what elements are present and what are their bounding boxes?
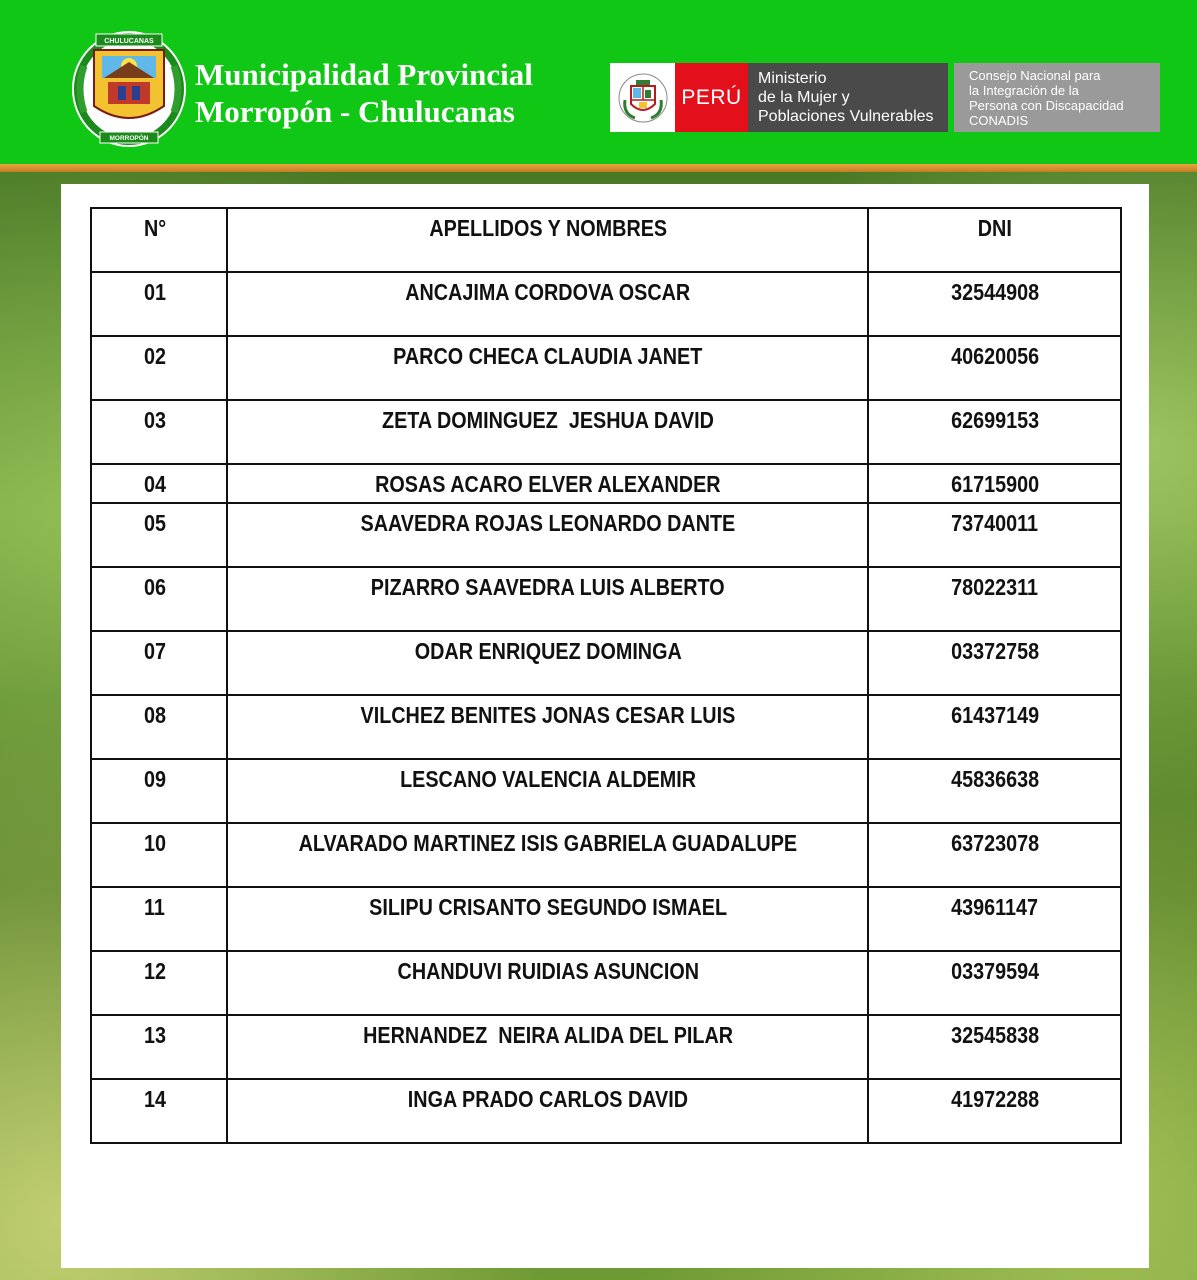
ministerio-line-2: de la Mujer y — [758, 89, 850, 106]
municipal-seal-icon — [70, 26, 188, 148]
row-name: HERNANDEZ NEIRA ALIDA DEL PILAR — [227, 1015, 868, 1079]
row-number: 04 — [91, 464, 227, 503]
peru-coat-of-arms — [610, 63, 675, 132]
row-dni: 78022311 — [868, 567, 1121, 631]
row-number: 12 — [91, 951, 227, 1015]
row-dni: 73740011 — [868, 503, 1121, 567]
peru-label: PERÚ — [675, 63, 748, 132]
row-dni: 45836638 — [868, 759, 1121, 823]
conadis-line-1: Consejo Nacional para — [969, 68, 1101, 83]
row-name: SAAVEDRA ROJAS LEONARDO DANTE — [227, 503, 868, 567]
row-number: 10 — [91, 823, 227, 887]
row-dni: 43961147 — [868, 887, 1121, 951]
seal-top-text: CHULUCANAS — [104, 38, 154, 45]
ministerio-line-1: Ministerio — [758, 70, 827, 87]
ministerio-label — [748, 63, 948, 132]
row-number: 07 — [91, 631, 227, 695]
row-dni: 62699153 — [868, 400, 1121, 464]
row-number: 13 — [91, 1015, 227, 1079]
row-name: SILIPU CRISANTO SEGUNDO ISMAEL — [227, 887, 868, 951]
row-name: PIZARRO SAAVEDRA LUIS ALBERTO — [227, 567, 868, 631]
row-dni: 40620056 — [868, 336, 1121, 400]
row-number: 05 — [91, 503, 227, 567]
municipality-line-1: Municipalidad Provincial — [195, 57, 533, 92]
row-dni: 03372758 — [868, 631, 1121, 695]
row-dni: 32544908 — [868, 272, 1121, 336]
row-name: ALVARADO MARTINEZ ISIS GABRIELA GUADALUPE — [227, 823, 868, 887]
table-row — [91, 887, 1121, 951]
row-number: 08 — [91, 695, 227, 759]
municipality-title — [195, 56, 533, 130]
row-number: 02 — [91, 336, 227, 400]
table-row — [91, 695, 1121, 759]
roster-card — [61, 184, 1149, 1268]
table-row — [91, 759, 1121, 823]
roster-table — [90, 207, 1122, 1144]
table-row — [91, 823, 1121, 887]
row-dni: 63723078 — [868, 823, 1121, 887]
row-name: ROSAS ACARO ELVER ALEXANDER — [227, 464, 868, 503]
row-number: 14 — [91, 1079, 227, 1143]
row-name: ZETA DOMINGUEZ JESHUA DAVID — [227, 400, 868, 464]
table-row — [91, 400, 1121, 464]
page-header — [0, 0, 1197, 164]
seal-bottom-text: MORROPÓN — [109, 135, 149, 142]
row-name: LESCANO VALENCIA ALDEMIR — [227, 759, 868, 823]
table-row — [91, 336, 1121, 400]
row-dni: 03379594 — [868, 951, 1121, 1015]
conadis-line-4: CONADIS — [969, 113, 1029, 128]
row-number: 11 — [91, 887, 227, 951]
row-name: PARCO CHECA CLAUDIA JANET — [227, 336, 868, 400]
table-row — [91, 503, 1121, 567]
row-dni: 32545838 — [868, 1015, 1121, 1079]
conadis-label — [954, 63, 1160, 132]
conadis-line-3: Persona con Discapacidad — [969, 98, 1124, 113]
row-name: ODAR ENRIQUEZ DOMINGA — [227, 631, 868, 695]
row-dni: 61715900 — [868, 464, 1121, 503]
row-dni: 41972288 — [868, 1079, 1121, 1143]
table-row — [91, 1079, 1121, 1143]
table-row — [91, 951, 1121, 1015]
row-number: 01 — [91, 272, 227, 336]
municipality-line-2: Morropón - Chulucanas — [195, 94, 515, 129]
table-row — [91, 1015, 1121, 1079]
table-row — [91, 567, 1121, 631]
row-name: ANCAJIMA CORDOVA OSCAR — [227, 272, 868, 336]
row-name: INGA PRADO CARLOS DAVID — [227, 1079, 868, 1143]
row-name: VILCHEZ BENITES JONAS CESAR LUIS — [227, 695, 868, 759]
conadis-line-2: la Integración de la — [969, 83, 1079, 98]
table-row — [91, 272, 1121, 336]
coat-of-arms-icon — [617, 70, 669, 126]
column-header-number: N° — [91, 208, 227, 272]
ministerio-line-3: Poblaciones Vulnerables — [758, 108, 934, 125]
row-number: 03 — [91, 400, 227, 464]
government-logo-block — [610, 63, 1160, 132]
column-header-dni: DNI — [868, 208, 1121, 272]
table-row — [91, 631, 1121, 695]
column-header-name: APELLIDOS Y NOMBRES — [227, 208, 868, 272]
table-header-row — [91, 208, 1121, 272]
header-divider-stripe — [0, 164, 1197, 172]
table-row — [91, 464, 1121, 503]
row-name: CHANDUVI RUIDIAS ASUNCION — [227, 951, 868, 1015]
row-dni: 61437149 — [868, 695, 1121, 759]
row-number: 06 — [91, 567, 227, 631]
row-number: 09 — [91, 759, 227, 823]
